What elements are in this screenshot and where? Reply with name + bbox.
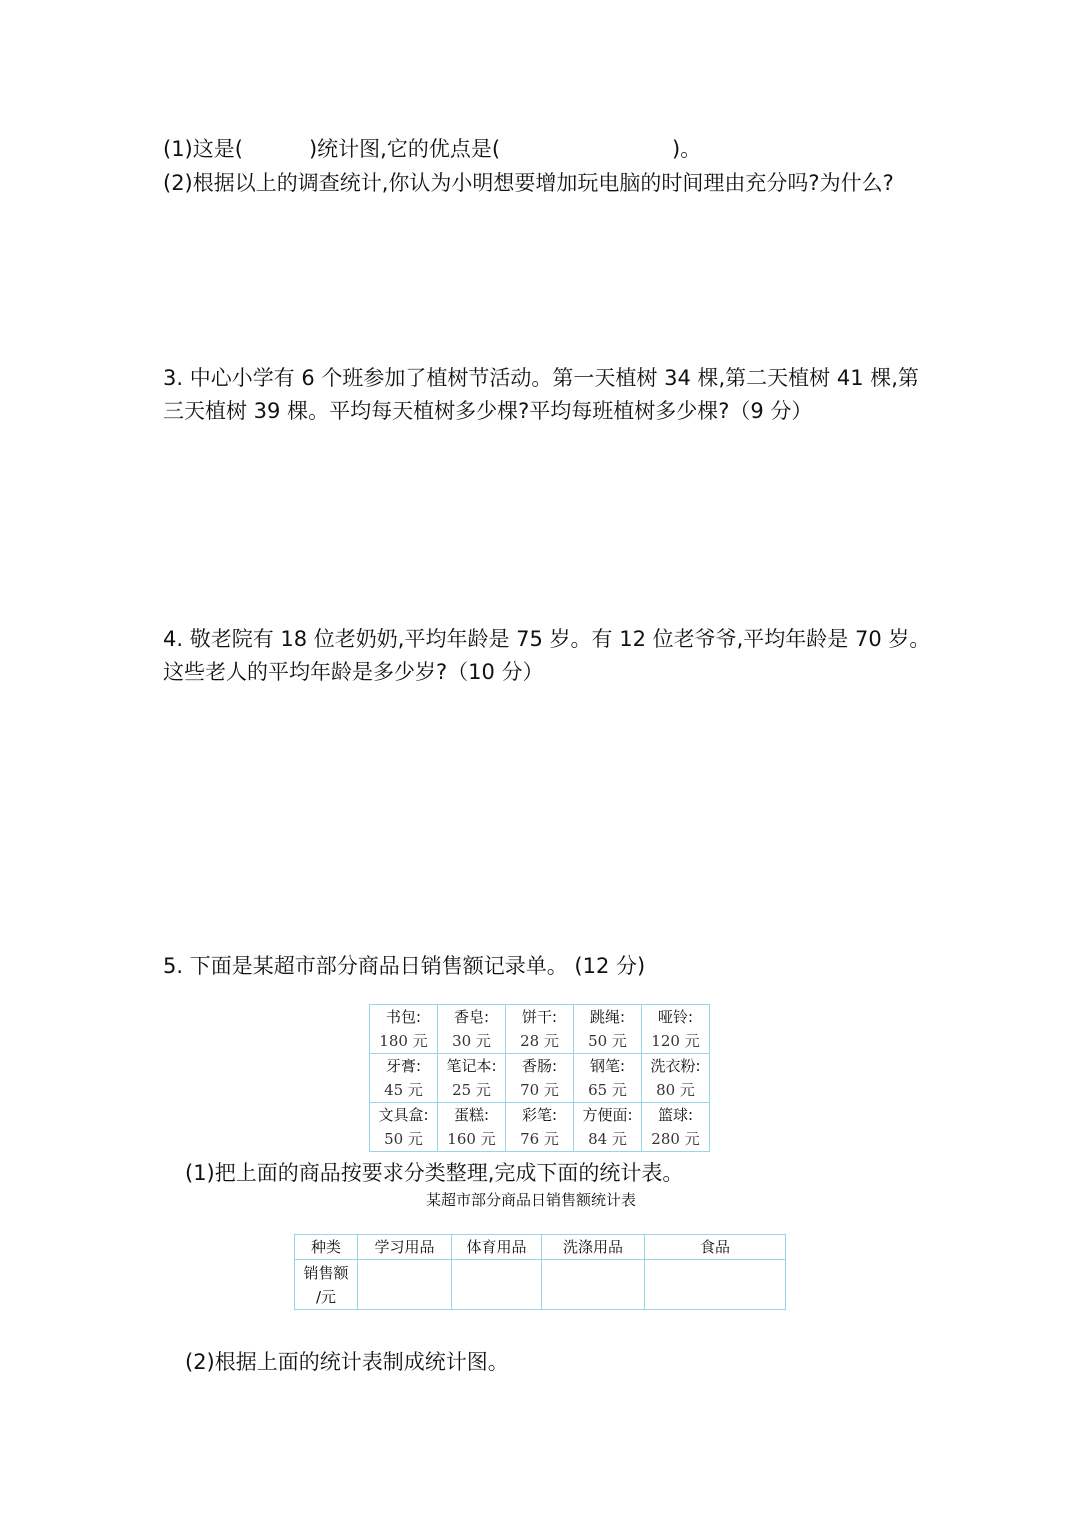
sales-cell <box>438 1005 506 1054</box>
stat-table <box>294 1234 786 1310</box>
item-name: 洗衣粉: <box>650 1057 701 1075</box>
item-name: 香肠: <box>521 1057 558 1075</box>
q2-part1-a: (1)这是( <box>163 137 243 161</box>
item-name: 蛋糕: <box>453 1106 490 1124</box>
item-price: 180 元 <box>379 1032 428 1050</box>
item-name: 彩笔: <box>521 1106 558 1124</box>
q3-line1: 3. 中心小学有 6 个班参加了植树节活动。第一天植树 34 棵,第二天植树 41 棵,第 <box>163 366 919 390</box>
q4-line1: 4. 敬老院有 18 位老奶奶,平均年龄是 75 岁。有 12 位老爷爷,平均年龄是 70 岁。 <box>163 627 931 651</box>
item-name: 方便面: <box>582 1106 633 1124</box>
item-name: 牙膏: <box>385 1057 422 1075</box>
item-name: 钢笔: <box>589 1057 626 1075</box>
q3-line2: 三天植树 39 棵。平均每天植树多少棵?平均每班植树多少棵?（9 分） <box>163 399 813 423</box>
item-price: 84 元 <box>588 1130 627 1148</box>
sales-cell <box>370 1005 438 1054</box>
q5-part1: (1)把上面的商品按要求分类整理,完成下面的统计表。 <box>185 1161 684 1185</box>
item-price: 30 元 <box>452 1032 491 1050</box>
sales-cell <box>642 1005 710 1054</box>
stat-answer-cell[interactable] <box>358 1260 452 1310</box>
stat-answer-cell[interactable] <box>542 1260 645 1310</box>
table-row <box>295 1235 786 1260</box>
item-price: 45 元 <box>384 1081 423 1099</box>
item-price: 25 元 <box>452 1081 491 1099</box>
sales-cell <box>370 1054 438 1103</box>
table-row <box>370 1054 710 1103</box>
stat-header-washing: 洗涤用品 <box>542 1235 645 1260</box>
item-name: 书包: <box>385 1008 422 1026</box>
item-price: 50 元 <box>588 1032 627 1050</box>
q5-part2: (2)根据上面的统计表制成统计图。 <box>185 1350 509 1374</box>
stat-row-label-line1: 销售额 <box>303 1263 349 1282</box>
item-name: 文具盒: <box>378 1106 429 1124</box>
stat-table-title: 某超市部分商品日销售额统计表 <box>426 1191 637 1209</box>
q2-part1-b: )统计图,它的优点是( <box>308 137 501 161</box>
sales-cell <box>574 1005 642 1054</box>
sales-cell <box>438 1054 506 1103</box>
stat-header-sports: 体育用品 <box>452 1235 542 1260</box>
sales-cell <box>506 1054 574 1103</box>
q5-title: 5. 下面是某超市部分商品日销售额记录单。 (12 分) <box>163 954 646 978</box>
item-price: 70 元 <box>520 1081 559 1099</box>
item-price: 28 元 <box>520 1032 559 1050</box>
item-price: 120 元 <box>651 1032 700 1050</box>
item-name: 饼干: <box>521 1008 558 1026</box>
item-price: 76 元 <box>520 1130 559 1148</box>
stat-header-study: 学习用品 <box>358 1235 452 1260</box>
sales-cell <box>642 1103 710 1152</box>
q4-line2: 这些老人的平均年龄是多少岁?（10 分） <box>163 660 544 684</box>
sales-cell <box>370 1103 438 1152</box>
sales-cell <box>642 1054 710 1103</box>
item-name: 笔记本: <box>446 1057 497 1075</box>
q2-part2: (2)根据以上的调查统计,你认为小明想要增加玩电脑的时间理由充分吗?为什么? <box>163 171 894 195</box>
item-name: 篮球: <box>657 1106 694 1124</box>
table-row <box>295 1260 786 1310</box>
table-row <box>370 1005 710 1054</box>
item-price: 80 元 <box>656 1081 695 1099</box>
sales-cell <box>438 1103 506 1152</box>
sales-cell <box>506 1103 574 1152</box>
sales-cell <box>506 1005 574 1054</box>
table-row <box>370 1103 710 1152</box>
q2-part1-c: )。 <box>672 137 702 161</box>
item-price: 50 元 <box>384 1130 423 1148</box>
q2-part1 <box>163 133 701 165</box>
stat-row-label <box>295 1260 358 1310</box>
stat-row-label-line2: /元 <box>315 1287 337 1306</box>
item-name: 香皂: <box>453 1008 490 1026</box>
item-price: 280 元 <box>651 1130 700 1148</box>
stat-answer-cell[interactable] <box>645 1260 786 1310</box>
item-name: 跳绳: <box>589 1008 626 1026</box>
item-price: 65 元 <box>588 1081 627 1099</box>
stat-header-food: 食品 <box>645 1235 786 1260</box>
item-price: 160 元 <box>447 1130 496 1148</box>
sales-cell <box>574 1054 642 1103</box>
item-name: 哑铃: <box>657 1008 694 1026</box>
sales-record-table <box>369 1004 710 1152</box>
stat-answer-cell[interactable] <box>452 1260 542 1310</box>
sales-cell <box>574 1103 642 1152</box>
stat-header-category: 种类 <box>295 1235 358 1260</box>
